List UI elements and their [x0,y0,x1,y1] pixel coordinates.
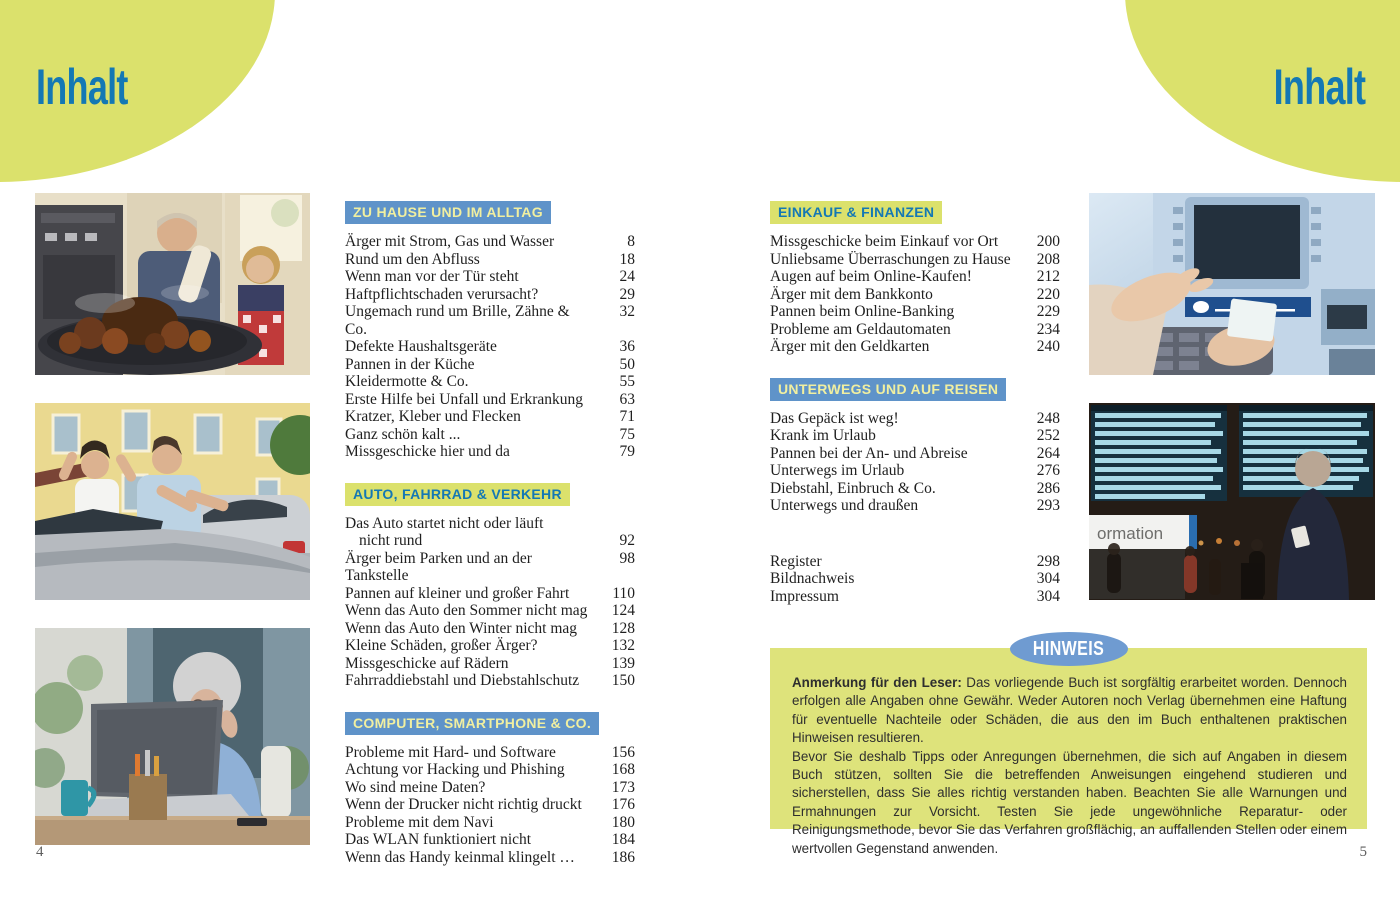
toc-entry-label: Achtung vor Hacking und Phishing [345,761,565,778]
toc-column-left [345,201,635,888]
toc-entry-label: Wenn das Handy keinmal klingelt … [345,848,575,866]
toc-entry-page: 168 [611,761,635,778]
toc-entry[interactable] [345,585,635,603]
photo-senior-laptop-illustration [35,628,310,845]
toc-entry-page: 208 [1036,250,1060,268]
toc-entry-label: Rund um den Abfluss [345,250,480,268]
toc-entry-label: Wenn der Drucker nicht richtig druckt [345,796,582,813]
information-sign [1089,515,1197,549]
toc-entry-page: 298 [1036,552,1060,570]
toc-entry-page: 173 [611,778,635,796]
toc-entry[interactable] [345,761,635,779]
toc-entry-page: 264 [1036,444,1060,462]
toc-entry-page: 304 [1036,570,1060,587]
toc-entry-label: Probleme am Geldautomaten [770,320,951,338]
toc-entry-label: Pannen bei der An- und Abreise [770,444,968,462]
toc-entry[interactable] [770,570,1060,588]
toc-column-right [770,201,1060,605]
toc-entry-page: 212 [1036,268,1060,285]
toc-entry-page: 50 [619,355,635,373]
toc-entry-page: 293 [1036,497,1060,514]
toc-entry-page: 252 [1036,427,1060,444]
photo-kitchen-burnt-roast [35,193,310,375]
toc-entry-page: 276 [1036,462,1060,479]
notice-badge-label: HINWEIS [1032,637,1105,660]
toc-section-auto [345,483,635,690]
toc-entry-label: Diebstahl, Einbruch & Co. [770,479,936,497]
toc-back-matter [770,553,1060,606]
toc-entry-page: 71 [619,408,635,425]
toc-entry[interactable] [345,849,635,867]
toc-entry-label: Kleine Schäden, großer Ärger? [345,637,538,654]
photo-airport-departures [1089,403,1375,600]
photo-kitchen-burnt-roast-illustration [35,193,310,375]
toc-entry[interactable] [345,515,635,533]
toc-entry[interactable] [770,303,1060,321]
toc-entry-page: 128 [611,619,635,637]
toc-entry[interactable] [770,553,1060,571]
toc-entry[interactable] [345,408,635,426]
toc-entry-page: 248 [1036,409,1060,427]
toc-entry-label: Erste Hilfe bei Unfall und Erkrankung [345,390,584,408]
toc-entry[interactable] [345,303,635,338]
toc-entry-label: Wenn man vor der Tür steht [345,268,519,285]
toc-entry-page: 180 [611,813,635,831]
toc-entry[interactable] [345,338,635,356]
toc-entry-label: Pannen in der Küche [345,355,475,373]
toc-entry-page: 139 [611,654,635,672]
notice-body [770,648,1367,858]
toc-entry-page: 36 [619,338,635,355]
photo-car-accident-argument [35,403,310,600]
toc-entry-label: Defekte Haushaltsgeräte [345,338,497,355]
toc-entry-page: 200 [1036,233,1060,250]
toc-entry-label: Haftpflichtschaden verursacht? [345,285,539,303]
toc-entry-label: Pannen beim Online-Banking [770,303,955,320]
toc-entry-label: Missgeschicke hier und da [345,443,510,460]
page-title: Inhalt [1273,59,1365,115]
toc-entry-page: 286 [1036,479,1060,497]
photo-car-accident-illustration [35,403,310,600]
toc-entry[interactable] [345,672,635,690]
notice-box [770,637,1367,856]
photo-senior-woman-laptop [35,628,310,845]
toc-entry-label: Missgeschicke beim Einkauf vor Ort [770,233,999,250]
toc-entry-label: Ärger beim Parken und an der Tankstelle [345,549,532,584]
toc-entry-label: Ärger mit dem Bankkonto [770,285,933,303]
toc-entry-page: 29 [619,285,635,303]
toc-entry[interactable] [770,410,1060,428]
toc-entry[interactable] [345,655,635,673]
toc-entry-page: 186 [611,848,635,866]
toc-entry[interactable] [345,443,635,461]
toc-entry-label: Krank im Urlaub [770,427,876,444]
toc-entry-page: 75 [619,425,635,443]
photo-atm-illustration [1089,193,1375,375]
toc-entry-page: 132 [611,637,635,654]
toc-entry-label: Register [770,552,822,570]
toc-entry-page: 220 [1036,285,1060,303]
toc-entry-page [595,515,635,533]
section-header: ZU HAUSE UND IM ALLTAG [345,201,551,224]
toc-entry[interactable] [345,796,635,814]
toc-entry-label: Probleme mit dem Navi [345,813,494,831]
toc-entry[interactable] [770,427,1060,445]
toc-entry-page: 156 [611,743,635,761]
toc-entry-page: 240 [1036,338,1060,355]
toc-entry-label: Bildnachweis [770,570,855,587]
toc-entry-label: Pannen auf kleiner und großer Fahrt [345,584,570,602]
toc-entry[interactable] [770,251,1060,269]
toc-entry-page: 92 [619,532,635,549]
toc-entry[interactable] [345,251,635,269]
toc-section-einkauf [770,201,1060,356]
notice-paragraph [792,674,1347,748]
card-slot [1321,289,1375,375]
toc-entry-page: 79 [619,443,635,460]
toc-entry-page: 18 [619,250,635,268]
toc-entry[interactable] [345,831,635,849]
toc-entry[interactable] [770,321,1060,339]
toc-entry[interactable] [770,268,1060,286]
toc-entry[interactable] [345,779,635,797]
toc-section-zu-hause [345,201,635,461]
toc-entry[interactable] [770,233,1060,251]
toc-entry-label: Ärger mit Strom, Gas und Wasser [345,233,555,250]
toc-entry[interactable] [345,426,635,444]
page-number-right: 5 [1359,844,1367,860]
toc-entry[interactable] [770,462,1060,480]
toc-entry[interactable] [345,268,635,286]
toc-entry-label: Kratzer, Kleber und Flecken [345,408,521,425]
notice-text-1: Das vorliegende Buch ist sorgfältig erarbeitet worden. Dennoch erfolgen alle Angaben ohne Gewähr. Weder Autoren noch Verlag übernehmen eine Haftung für eventuelle Nachteile oder Schäden, die aus den im Buch enthaltenen praktischen Hinweisen resultieren. [792,675,1347,746]
toc-entry[interactable] [770,497,1060,515]
toc-entry-page: 184 [611,831,635,848]
toc-entry-page: 150 [611,672,635,689]
toc-entry[interactable] [345,286,635,304]
toc-entry-page: 124 [611,602,635,619]
toc-entry[interactable] [345,391,635,409]
toc-entry-label: Probleme mit Hard- und Software [345,743,556,761]
toc-entry[interactable] [345,637,635,655]
section-header: COMPUTER, SMARTPHONE & CO. [345,712,599,735]
notice-badge [1010,632,1128,666]
toc-entry-label: Das WLAN funktioniert nicht [345,831,532,848]
toc-entry-label: Das Gepäck ist weg! [770,409,899,427]
toc-entry-label: Ungemach rund um Brille, Zähne & Co. [345,303,570,338]
toc-entry-label: Wenn das Auto den Winter nicht mag [345,619,578,637]
section-header: UNTERWEGS UND AUF REISEN [770,378,1006,401]
toc-entry-label: Das Auto startet nicht oder läuft [345,514,544,532]
toc-entry-label: Unliebsame Überraschungen zu Hause [770,250,1011,268]
toc-entry-label: Ärger mit den Geldkarten [770,338,930,355]
toc-entry[interactable] [345,814,635,832]
section-header: EINKAUF & FINANZEN [770,201,942,224]
toc-entry[interactable] [770,286,1060,304]
toc-entry-label: Unterwegs und draußen [770,497,919,514]
toc-entry-label: Missgeschicke auf Rädern [345,654,509,672]
toc-entry[interactable] [345,744,635,762]
toc-entry-label: Augen auf beim Online-Kaufen! [770,268,972,285]
departure-board [1091,405,1227,501]
page-title: Inhalt [36,59,128,115]
toc-entry-label: Wo sind meine Daten? [345,778,486,796]
page-number-left: 4 [36,844,44,860]
toc-entry-page: 98 [619,549,635,567]
toc-entry[interactable] [770,445,1060,463]
toc-entry[interactable] [770,480,1060,498]
toc-entry[interactable] [345,532,635,550]
photo-airport-illustration [1089,403,1375,600]
toc-entry[interactable] [345,620,635,638]
toc-entry[interactable] [770,588,1060,606]
toc-entry-label: Fahrraddiebstahl und Diebstahlschutz [345,672,580,689]
toc-entry-label: Kleidermotte & Co. [345,373,469,390]
notice-lead: Anmerkung für den Leser: [792,675,962,690]
toc-entry-page: 8 [627,233,635,250]
toc-entry-page: 24 [619,268,635,285]
toc-entry-page: 32 [619,303,635,320]
toc-entry-label: Unterwegs im Urlaub [770,462,905,479]
notice-text-2: Bevor Sie deshalb Tipps oder Anregungen übernehmen, die sich auf Angaben in diesem Buch stützen, sollten Sie die betreffenden Anweisungen eingehend studieren und sicherstellen, dass Sie alles richtig verstanden haben. Beachten Sie alle Warnungen und Ermahnungen zur Vorsicht. Testen Sie jede ungewöhnliche Reparatur- oder Reinigungsmethode, bevor Sie das Verfahren großflächig, an auffallenden Stellen oder einem wertvollen Gegenstand anwenden. [792,748,1347,856]
toc-section-computer [345,712,635,867]
toc-entry[interactable] [345,373,635,391]
toc-entry-label: Ganz schön kalt ... [345,425,461,443]
toc-entry[interactable] [345,602,635,620]
toc-entry-page: 55 [619,373,635,390]
information-sign-text: ormation [1097,524,1164,543]
toc-entry-page: 304 [1036,587,1060,605]
toc-entry-label: nicht rund [359,532,423,549]
toc-section-unterwegs [770,378,1060,515]
toc-entry-page: 229 [1036,303,1060,320]
section-header: AUTO, FAHRRAD & VERKEHR [345,483,570,506]
toc-entry-page: 234 [1036,320,1060,338]
toc-entry-page: 110 [612,584,635,602]
toc-entry-label: Impressum [770,587,839,605]
right-page [700,0,1400,902]
toc-entry[interactable] [770,338,1060,356]
toc-entry-label: Wenn das Auto den Sommer nicht mag [345,602,588,619]
toc-entry[interactable] [345,356,635,374]
toc-entry-page: 176 [611,796,635,813]
toc-entry[interactable] [345,550,635,585]
photo-atm-card [1089,193,1375,375]
toc-entry[interactable] [345,233,635,251]
toc-entry-page: 63 [619,390,635,408]
